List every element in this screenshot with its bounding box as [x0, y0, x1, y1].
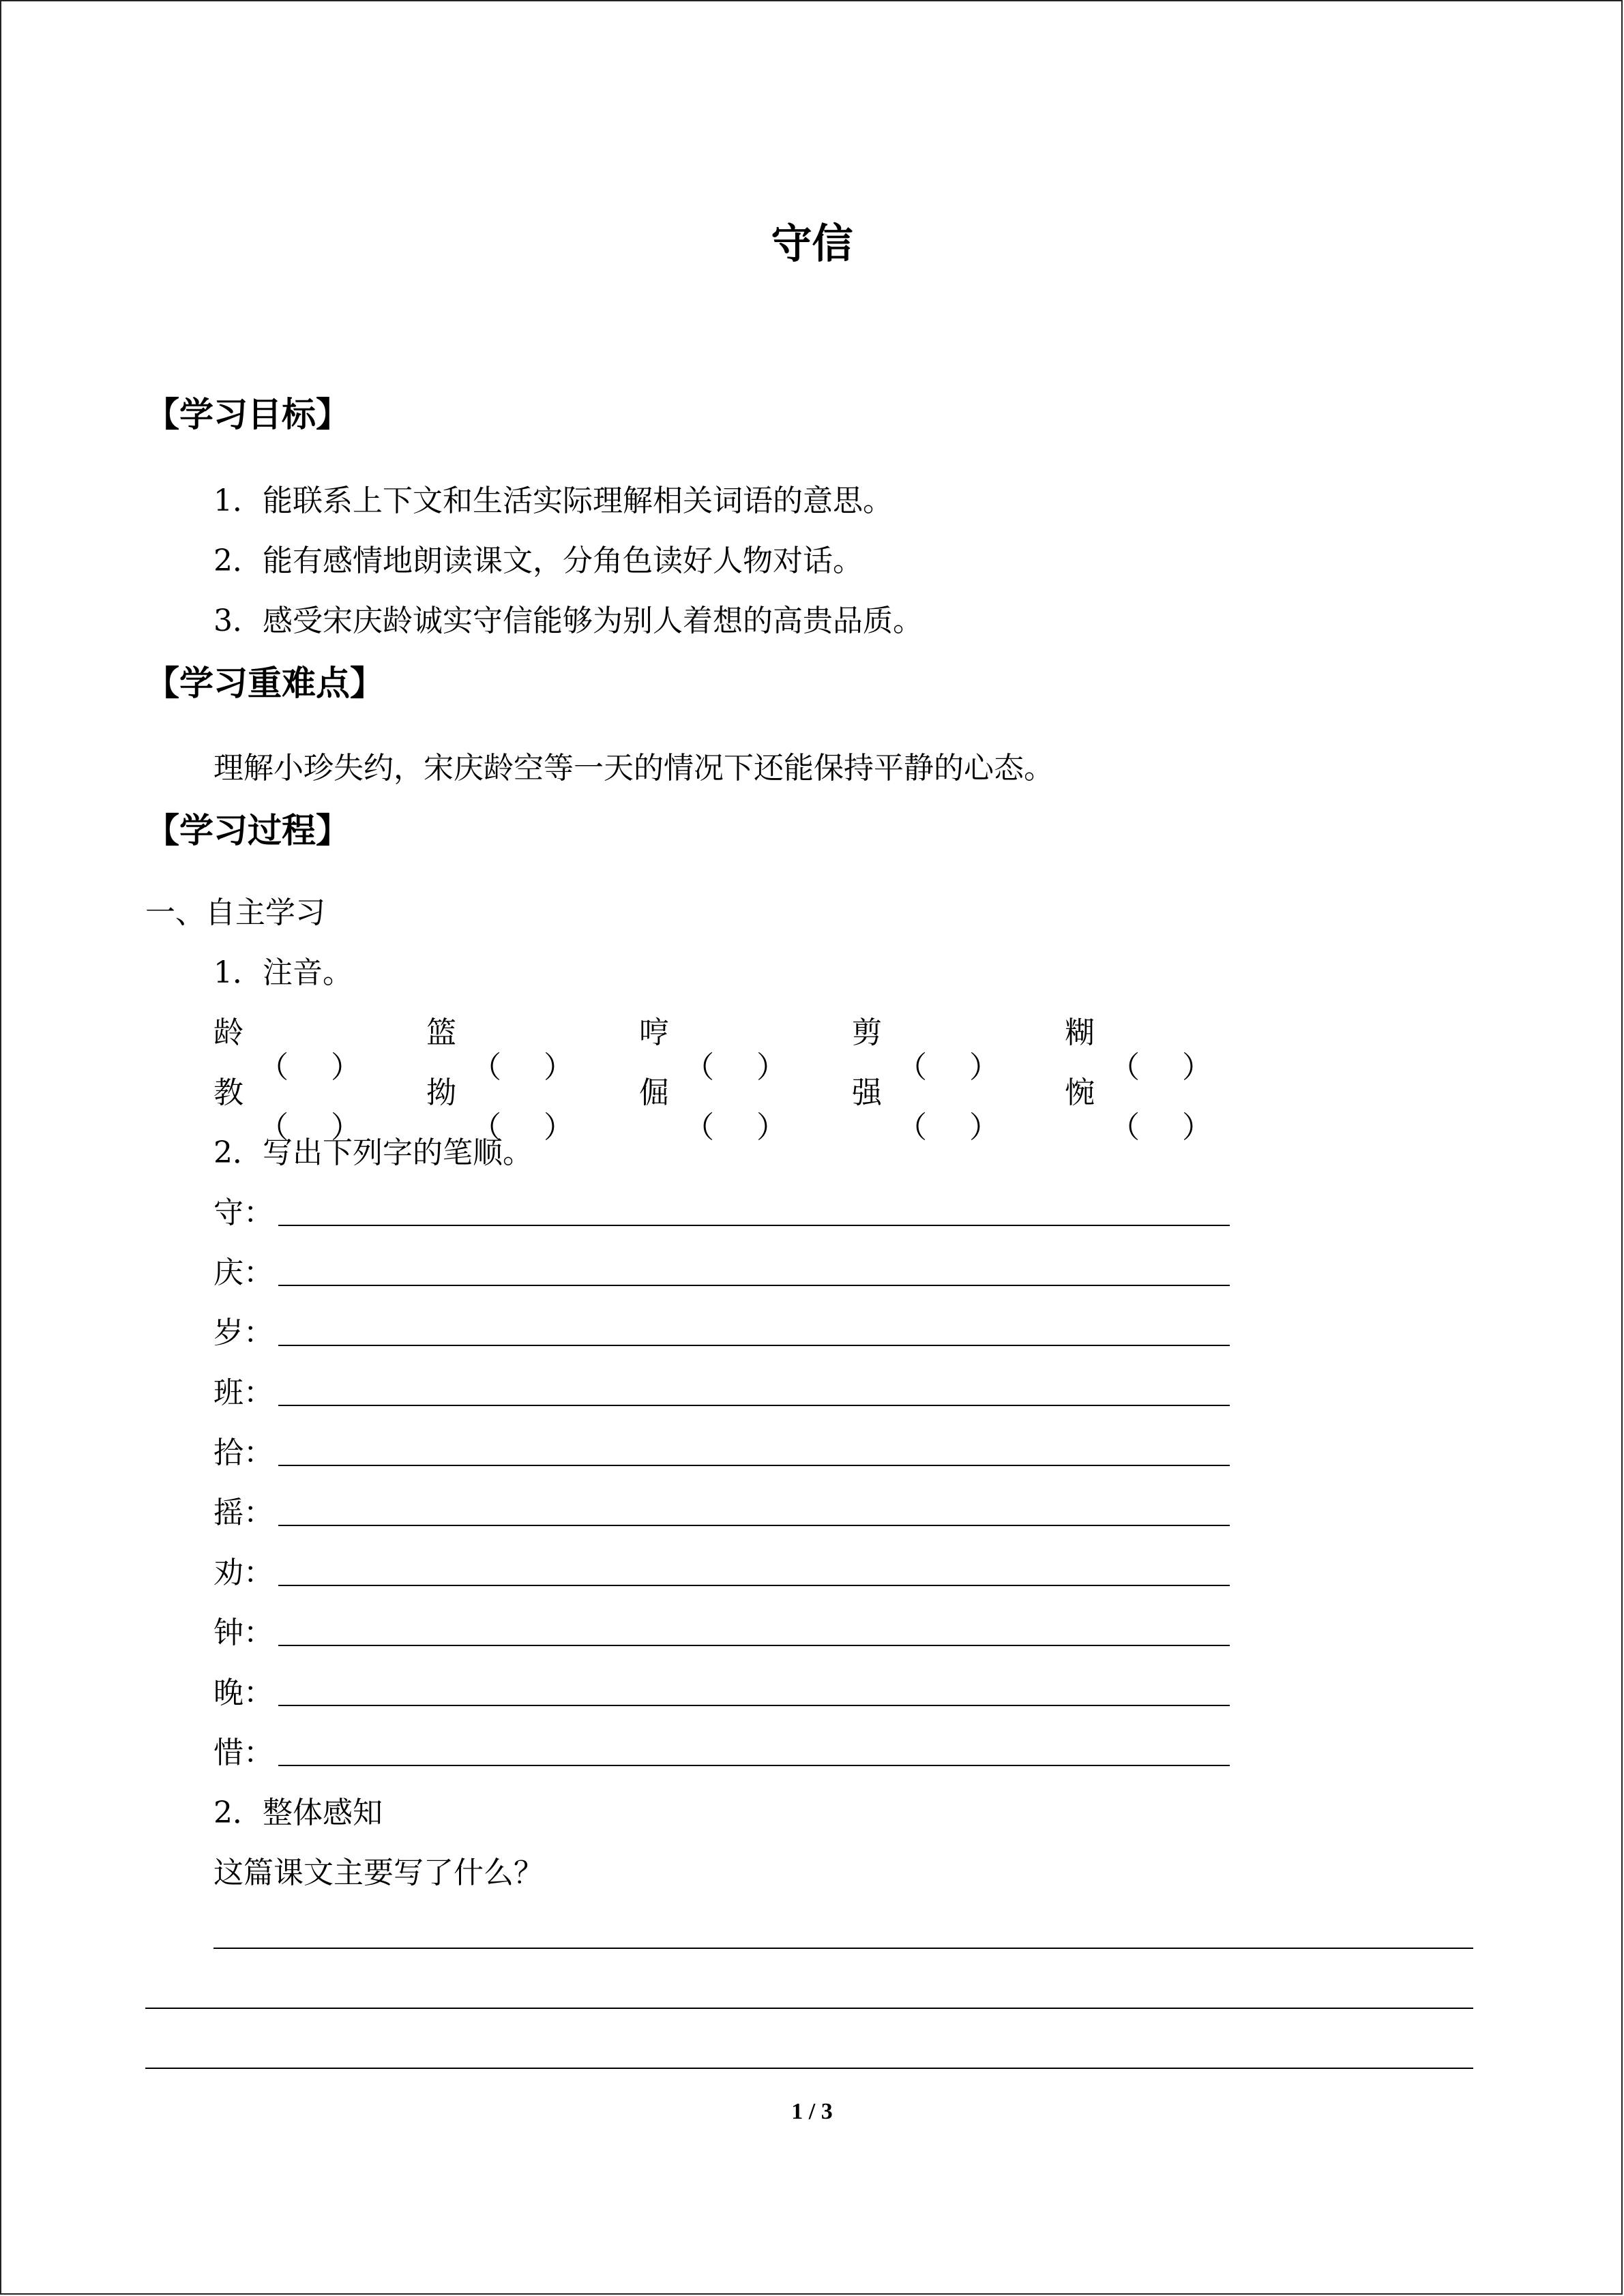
stroke-row — [213, 1728, 1230, 1769]
goal-item-1: 1．能联系上下文和生活实际理解相关词语的意思。 — [213, 483, 893, 518]
stroke-char-label: 拾： — [213, 1435, 274, 1470]
stroke-char-label: 岁： — [213, 1315, 274, 1350]
stroke-answer-line[interactable] — [278, 1585, 1230, 1586]
pinyin-char: 倔 — [639, 1075, 669, 1110]
pinyin-item: 强 （ ） — [852, 1068, 999, 1112]
stroke-row — [213, 1668, 1230, 1709]
stroke-row — [213, 1248, 1230, 1289]
answer-line[interactable] — [145, 2008, 1473, 2009]
pinyin-char: 龄 — [213, 1015, 243, 1050]
pinyin-item: 惋 （ ） — [1065, 1068, 1212, 1112]
stroke-char-label: 晚： — [213, 1675, 274, 1710]
stroke-row — [213, 1188, 1230, 1229]
stroke-row — [213, 1368, 1230, 1409]
pinyin-char: 拗 — [426, 1075, 456, 1110]
stroke-char-label: 劝： — [213, 1555, 274, 1590]
stroke-char-label: 摇： — [213, 1495, 274, 1530]
q3-question: 这篇课文主要写了什么？ — [213, 1855, 544, 1890]
part1-title: 一、自主学习 — [145, 895, 325, 930]
q2-title: 2．写出下列字的笔顺。 — [213, 1135, 533, 1170]
stroke-char-label: 庆： — [213, 1255, 274, 1290]
pinyin-char: 剪 — [852, 1015, 882, 1050]
stroke-row — [213, 1428, 1230, 1469]
stroke-answer-line[interactable] — [278, 1405, 1230, 1406]
pinyin-item: 哼 （ ） — [639, 1008, 786, 1052]
goals-heading: 【学习目标】 — [145, 395, 350, 434]
pinyin-char: 强 — [852, 1075, 882, 1110]
pinyin-item: 篮 （ ） — [426, 1008, 574, 1052]
pinyin-char: 篮 — [426, 1015, 456, 1050]
stroke-row — [213, 1608, 1230, 1649]
pinyin-item: 龄 （ ） — [213, 1008, 361, 1052]
stroke-char-label: 钟： — [213, 1615, 274, 1650]
key-points-heading: 【学习重难点】 — [145, 664, 384, 703]
pinyin-row-2 — [213, 1068, 1237, 1145]
stroke-answer-line[interactable] — [278, 1705, 1230, 1706]
stroke-answer-line[interactable] — [278, 1285, 1230, 1286]
stroke-row — [213, 1488, 1230, 1529]
pinyin-char: 惋 — [1065, 1075, 1095, 1110]
pinyin-item: 倔 （ ） — [639, 1068, 786, 1112]
stroke-answer-line[interactable] — [278, 1765, 1230, 1766]
page-number: 1 / 3 — [791, 2099, 833, 2124]
pinyin-char: 糊 — [1065, 1015, 1095, 1050]
page-title: 守信 — [771, 220, 853, 268]
goal-item-3: 3．感受宋庆龄诚实守信能够为别人着想的高贵品质。 — [213, 603, 923, 638]
answer-line[interactable] — [213, 1948, 1473, 1949]
stroke-char-label: 惜： — [213, 1735, 274, 1770]
stroke-row — [213, 1548, 1230, 1589]
pinyin-item: 拗 （ ） — [426, 1068, 574, 1112]
stroke-answer-line[interactable] — [278, 1465, 1230, 1466]
goal-item-2: 2．能有感情地朗读课文，分角色读好人物对话。 — [213, 543, 863, 578]
stroke-answer-line[interactable] — [278, 1645, 1230, 1646]
stroke-char-label: 班： — [213, 1375, 274, 1410]
stroke-char-label: 守： — [213, 1195, 274, 1230]
pinyin-item: 糊 （ ） — [1065, 1008, 1212, 1052]
pinyin-item: 剪 （ ） — [852, 1008, 999, 1052]
pinyin-char: 教 — [213, 1075, 243, 1110]
key-points-text: 理解小珍失约，宋庆龄空等一天的情况下还能保持平静的心态。 — [213, 751, 1054, 786]
pinyin-row-1 — [213, 1008, 1237, 1085]
stroke-answer-line[interactable] — [278, 1225, 1230, 1226]
q3-title: 2．整体感知 — [213, 1795, 383, 1830]
stroke-row — [213, 1308, 1230, 1349]
q1-title: 1．注音。 — [213, 955, 353, 990]
answer-line[interactable] — [145, 2068, 1473, 2069]
process-heading: 【学习过程】 — [145, 811, 350, 850]
stroke-answer-line[interactable] — [278, 1345, 1230, 1346]
pinyin-char: 哼 — [639, 1015, 669, 1050]
stroke-answer-line[interactable] — [278, 1525, 1230, 1526]
pinyin-item: 教 （ ） — [213, 1068, 361, 1112]
